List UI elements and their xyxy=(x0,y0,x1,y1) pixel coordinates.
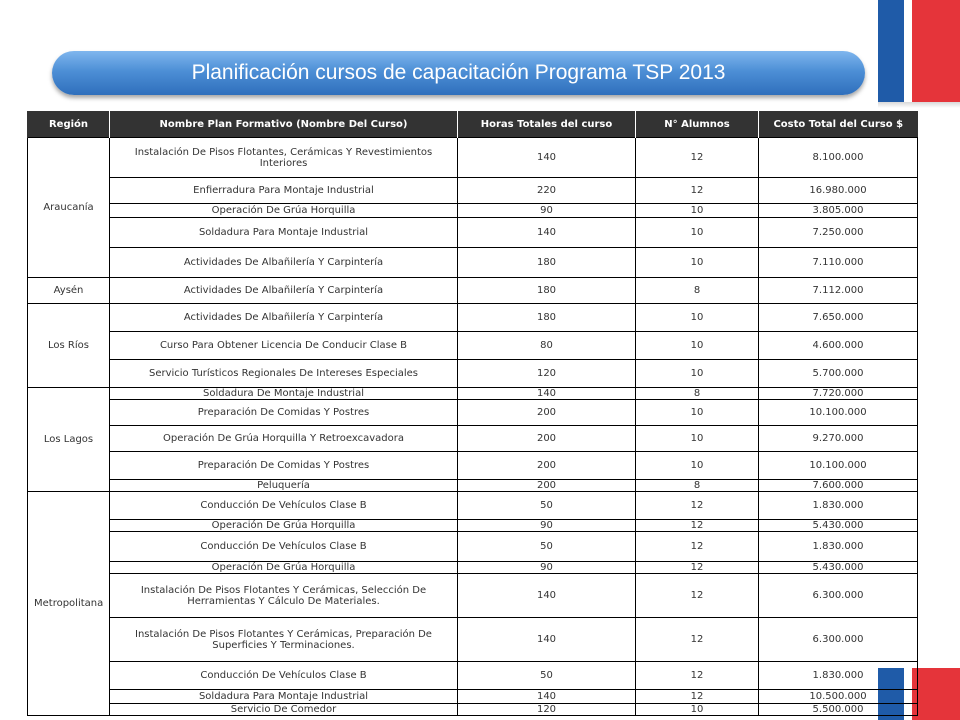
course-plan-table xyxy=(27,111,918,716)
course-cell: Operación De Grúa Horquilla xyxy=(110,562,458,574)
students-cell: 10 xyxy=(636,452,759,480)
hours-cell: 140 xyxy=(458,690,636,704)
hours-cell: 140 xyxy=(458,218,636,248)
cost-cell: 8.100.000 xyxy=(759,138,918,178)
students-cell: 10 xyxy=(636,400,759,426)
hours-cell: 50 xyxy=(458,492,636,520)
table-row xyxy=(28,532,918,562)
table-row xyxy=(28,562,918,574)
hours-cell: 200 xyxy=(458,452,636,480)
header-region: Región xyxy=(28,111,110,138)
course-cell: Enfierradura Para Montaje Industrial xyxy=(110,178,458,204)
course-cell: Actividades De Albañilería Y Carpintería xyxy=(110,304,458,332)
cost-cell: 7.110.000 xyxy=(759,248,918,278)
course-cell: Instalación De Pisos Flotantes Y Cerámicas, Preparación De Superficies Y Terminaciones. xyxy=(110,618,458,662)
students-cell: 10 xyxy=(636,304,759,332)
course-cell: Soldadura De Montaje Industrial xyxy=(110,388,458,400)
table-body xyxy=(28,138,918,716)
hours-cell: 140 xyxy=(458,618,636,662)
course-cell: Peluquería xyxy=(110,480,458,492)
flag-decoration-top xyxy=(878,0,960,102)
table-row xyxy=(28,426,918,452)
course-cell: Soldadura Para Montaje Industrial xyxy=(110,690,458,704)
hours-cell: 180 xyxy=(458,278,636,304)
course-cell: Curso Para Obtener Licencia De Conducir Clase B xyxy=(110,332,458,360)
table-row xyxy=(28,278,918,304)
cost-cell: 5.700.000 xyxy=(759,360,918,388)
table-row xyxy=(28,574,918,618)
students-cell: 8 xyxy=(636,278,759,304)
students-cell: 12 xyxy=(636,618,759,662)
students-cell: 10 xyxy=(636,704,759,716)
course-cell: Instalación De Pisos Flotantes Y Cerámicas, Selección De Herramientas Y Cálculo De Materiales. xyxy=(110,574,458,618)
table-row xyxy=(28,690,918,704)
hours-cell: 200 xyxy=(458,480,636,492)
cost-cell: 16.980.000 xyxy=(759,178,918,204)
cost-cell: 5.430.000 xyxy=(759,520,918,532)
hours-cell: 140 xyxy=(458,138,636,178)
students-cell: 12 xyxy=(636,562,759,574)
hours-cell: 200 xyxy=(458,426,636,452)
header-cost: Costo Total del Curso $ xyxy=(759,111,918,138)
table-row xyxy=(28,204,918,218)
region-cell: Metropolitana xyxy=(28,492,110,716)
table-row xyxy=(28,138,918,178)
table-row xyxy=(28,480,918,492)
hours-cell: 120 xyxy=(458,360,636,388)
students-cell: 10 xyxy=(636,332,759,360)
hours-cell: 200 xyxy=(458,400,636,426)
course-cell: Conducción De Vehículos Clase B xyxy=(110,662,458,690)
hours-cell: 140 xyxy=(458,574,636,618)
header-students: N° Alumnos xyxy=(636,111,759,138)
cost-cell: 6.300.000 xyxy=(759,574,918,618)
course-cell: Servicio Turísticos Regionales De Intereses Especiales xyxy=(110,360,458,388)
course-cell: Operación De Grúa Horquilla xyxy=(110,520,458,532)
table-row xyxy=(28,662,918,690)
flag-red-stripe xyxy=(912,0,960,102)
students-cell: 12 xyxy=(636,690,759,704)
course-cell: Operación De Grúa Horquilla Y Retroexcavadora xyxy=(110,426,458,452)
table-row xyxy=(28,332,918,360)
hours-cell: 220 xyxy=(458,178,636,204)
hours-cell: 180 xyxy=(458,304,636,332)
hours-cell: 90 xyxy=(458,562,636,574)
students-cell: 10 xyxy=(636,360,759,388)
cost-cell: 5.430.000 xyxy=(759,562,918,574)
header-course: Nombre Plan Formativo (Nombre Del Curso) xyxy=(110,111,458,138)
table-header-row xyxy=(28,111,918,138)
cost-cell: 1.830.000 xyxy=(759,492,918,520)
table-row xyxy=(28,520,918,532)
table-row xyxy=(28,218,918,248)
students-cell: 12 xyxy=(636,532,759,562)
table-row xyxy=(28,360,918,388)
students-cell: 10 xyxy=(636,248,759,278)
region-cell: Aysén xyxy=(28,278,110,304)
course-cell: Actividades De Albañilería Y Carpintería xyxy=(110,278,458,304)
course-cell: Preparación De Comidas Y Postres xyxy=(110,400,458,426)
course-cell: Conducción De Vehículos Clase B xyxy=(110,492,458,520)
region-cell: Los Lagos xyxy=(28,388,110,492)
course-cell: Instalación De Pisos Flotantes, Cerámicas Y Revestimientos Interiores xyxy=(110,138,458,178)
course-cell: Preparación De Comidas Y Postres xyxy=(110,452,458,480)
cost-cell: 10.100.000 xyxy=(759,452,918,480)
cost-cell: 1.830.000 xyxy=(759,532,918,562)
hours-cell: 90 xyxy=(458,204,636,218)
flag-blue-stripe xyxy=(878,0,904,102)
students-cell: 12 xyxy=(636,520,759,532)
cost-cell: 10.500.000 xyxy=(759,690,918,704)
hours-cell: 120 xyxy=(458,704,636,716)
table-row xyxy=(28,248,918,278)
course-cell: Operación De Grúa Horquilla xyxy=(110,204,458,218)
students-cell: 8 xyxy=(636,480,759,492)
hours-cell: 90 xyxy=(458,520,636,532)
hours-cell: 50 xyxy=(458,662,636,690)
students-cell: 10 xyxy=(636,218,759,248)
cost-cell: 7.250.000 xyxy=(759,218,918,248)
region-cell: Los Ríos xyxy=(28,304,110,388)
flag-red-stripe xyxy=(912,668,960,720)
hours-cell: 140 xyxy=(458,388,636,400)
cost-cell: 4.600.000 xyxy=(759,332,918,360)
cost-cell: 3.805.000 xyxy=(759,204,918,218)
table-row xyxy=(28,400,918,426)
students-cell: 8 xyxy=(636,388,759,400)
hours-cell: 180 xyxy=(458,248,636,278)
cost-cell: 7.112.000 xyxy=(759,278,918,304)
table-row xyxy=(28,388,918,400)
course-cell: Soldadura Para Montaje Industrial xyxy=(110,218,458,248)
cost-cell: 1.830.000 xyxy=(759,662,918,690)
students-cell: 12 xyxy=(636,178,759,204)
table-row xyxy=(28,304,918,332)
table-row xyxy=(28,618,918,662)
cost-cell: 7.650.000 xyxy=(759,304,918,332)
students-cell: 12 xyxy=(636,492,759,520)
flag-shadow xyxy=(878,102,960,108)
students-cell: 10 xyxy=(636,204,759,218)
students-cell: 12 xyxy=(636,662,759,690)
cost-cell: 6.300.000 xyxy=(759,618,918,662)
students-cell: 12 xyxy=(636,138,759,178)
table-row xyxy=(28,492,918,520)
region-cell: Araucanía xyxy=(28,138,110,278)
hours-cell: 80 xyxy=(458,332,636,360)
cost-cell: 10.100.000 xyxy=(759,400,918,426)
cost-cell: 5.500.000 xyxy=(759,704,918,716)
flag-white-stripe xyxy=(904,0,912,102)
students-cell: 10 xyxy=(636,426,759,452)
course-cell: Actividades De Albañilería Y Carpintería xyxy=(110,248,458,278)
cost-cell: 9.270.000 xyxy=(759,426,918,452)
table-row xyxy=(28,704,918,716)
students-cell: 12 xyxy=(636,574,759,618)
table-row xyxy=(28,178,918,204)
cost-cell: 7.600.000 xyxy=(759,480,918,492)
table-row xyxy=(28,452,918,480)
hours-cell: 50 xyxy=(458,532,636,562)
page-title: Planificación cursos de capacitación Programa TSP 2013 xyxy=(52,51,865,95)
cost-cell: 7.720.000 xyxy=(759,388,918,400)
header-hours: Horas Totales del curso xyxy=(458,111,636,138)
course-cell: Servicio De Comedor xyxy=(110,704,458,716)
course-cell: Conducción De Vehículos Clase B xyxy=(110,532,458,562)
